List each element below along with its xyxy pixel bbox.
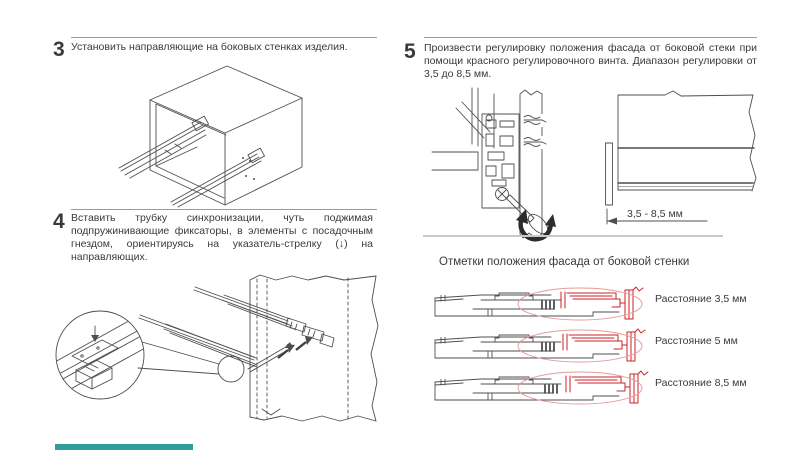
facade-profile: [606, 91, 757, 205]
red-adjuster-parts: [563, 329, 645, 361]
adjustment-screw-diagram: [432, 88, 585, 240]
cabinet-diagram: [105, 62, 320, 207]
facade-position-diagram-3-5: [433, 286, 648, 323]
section-divider: [423, 235, 723, 237]
dimension-label: 3,5 - 8,5 мм: [627, 208, 683, 220]
step5-rule: [424, 37, 757, 38]
sync-tube-diagram: [38, 268, 383, 433]
distance-label-2: Расстояние 5 мм: [655, 335, 738, 347]
detail-magnifier-circle: [56, 311, 144, 399]
insertion-arrows: [278, 342, 306, 358]
distance-label-3: Расстояние 8,5 мм: [655, 377, 747, 389]
step3-text: Установить направляющие на боковых стенках изделия.: [71, 41, 348, 53]
step3-number: 3: [53, 38, 65, 61]
gap-dimension-diagram: [605, 90, 760, 225]
red-adjuster-parts: [561, 287, 643, 319]
marks-section-title: Отметки положения фасада от боковой стенки: [439, 256, 690, 268]
step4-number: 4: [53, 210, 65, 233]
screwdriver-icon: [506, 195, 551, 237]
side-panel: [250, 275, 378, 421]
distance-label-1: Расстояние 3,5 мм: [655, 293, 747, 305]
step3-rule: [71, 37, 377, 38]
facade-position-diagram-5: [433, 328, 648, 365]
footer-accent-bar: [55, 444, 193, 450]
step5-number: 5: [404, 40, 416, 63]
facade-position-diagram-8-5: [433, 370, 648, 407]
step4-rule: [71, 209, 377, 210]
upper-slide: [194, 287, 334, 347]
step5-text: Произвести регулировку положения фасада от боковой стеки при помощи красного регулировочного винта. Диапазон регулировки от 3,5 до 8,5 мм.: [424, 42, 757, 80]
socket-highlight-circle: [218, 356, 244, 382]
drawer-bottom-panel: [432, 152, 478, 170]
step4-text: Вставить трубку синхронизации, чуть поджимая подпружинивающие фиксаторы, в элементы с посадочным гнездом, ориентируясь на указатель-стрелку (↓) на направляющих.: [71, 212, 373, 263]
lower-slide: [171, 148, 265, 207]
drawer-section: [456, 88, 494, 148]
upper-slide: [119, 116, 209, 178]
detail-view: [44, 318, 156, 396]
red-adjuster-parts: [566, 371, 648, 403]
